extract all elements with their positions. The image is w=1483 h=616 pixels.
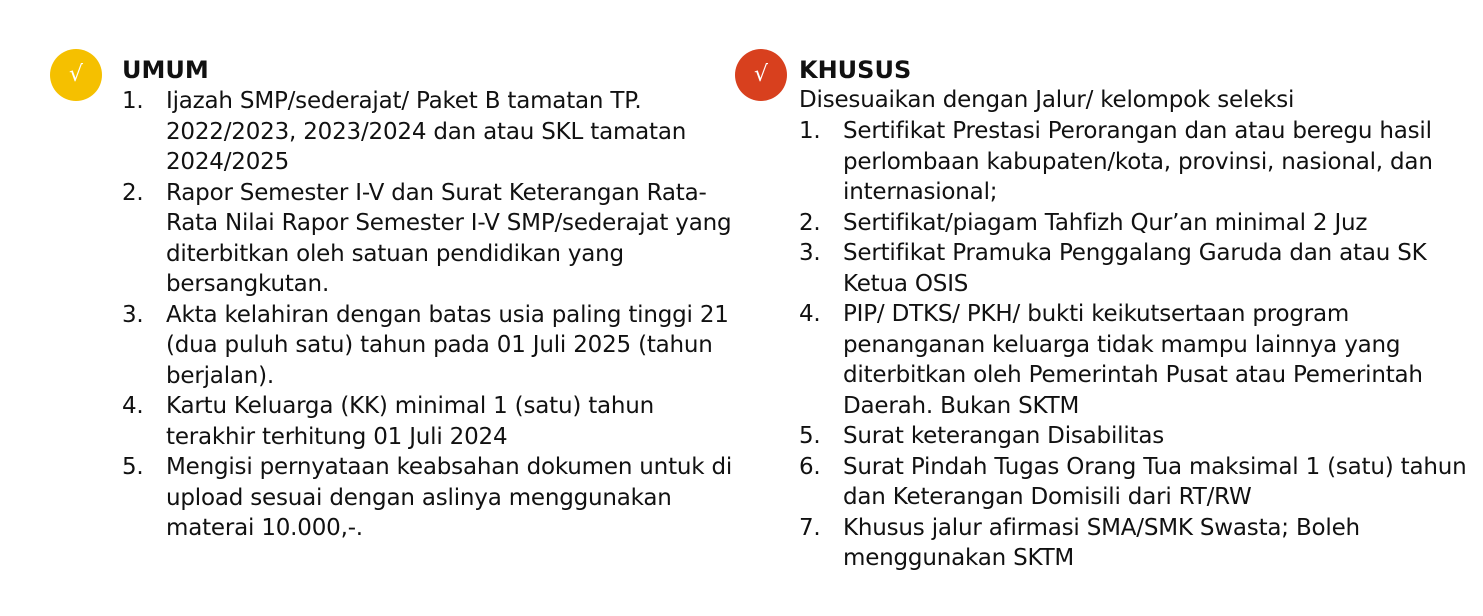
list-item <box>122 300 734 392</box>
item-number: 3. <box>799 240 821 266</box>
item-text: Khusus jalur afirmasi SMA/SMK Swasta; Boleh menggunakan SKTM <box>843 514 1360 571</box>
list-item <box>799 116 1483 208</box>
item-number: 2. <box>122 179 144 206</box>
list-item <box>799 421 1483 452</box>
item-number: 1. <box>122 88 144 114</box>
item-number: 4. <box>799 301 821 327</box>
list-item <box>122 86 734 178</box>
item-text: Ijazah SMP/sederajat/ Paket B tamatan TP. 2022/2023, 2023/2024 dan atau SKL tamatan 2024/2025 <box>166 88 687 175</box>
item-number: 1. <box>799 118 821 144</box>
list-item <box>799 452 1483 513</box>
list-item <box>122 391 734 452</box>
check-icon: √ <box>50 49 102 101</box>
item-text: Surat keterangan Disabilitas <box>843 423 1165 449</box>
item-number: 7. <box>799 514 821 541</box>
item-number: 5. <box>122 454 144 480</box>
list-item <box>799 208 1483 239</box>
item-text: Sertifikat Prestasi Perorangan dan atau beregu hasil perlombaan kabupaten/kota, provinsi, nasional, dan internasional; <box>843 118 1433 205</box>
list-item <box>122 178 734 300</box>
item-number: 2. <box>799 209 821 236</box>
item-text: Akta kelahiran dengan batas usia paling tinggi 21 (dua puluh satu) tahun pada 01 Juli 2025 (tahun berjalan). <box>166 301 729 389</box>
item-text: Kartu Keluarga (KK) minimal 1 (satu) tahun terakhir terhitung 01 Juli 2024 <box>166 393 655 450</box>
item-text: Sertifikat/piagam Tahfizh Qur’an minimal 2 Juz <box>843 209 1368 236</box>
item-number: 3. <box>122 301 144 328</box>
item-text: PIP/ DTKS/ PKH/ bukti keikutsertaan program penanganan keluarga tidak mampu lainnya yang diterbitkan oleh Pemerintah Pusat atau Pemerintah Daerah. Bukan SKTM <box>843 301 1423 419</box>
item-text: Sertifikat Pramuka Penggalang Garuda dan atau SK Ketua OSIS <box>843 240 1427 297</box>
khusus-subtitle: Disesuaikan dengan Jalur/ kelompok seleksi <box>799 87 1295 113</box>
check-icon: √ <box>735 49 787 101</box>
item-text: Mengisi pernyataan keabsahan dokumen untuk di upload sesuai dengan aslinya menggunakan materai 10.000,-. <box>166 454 733 541</box>
item-number: 6. <box>799 453 821 480</box>
khusus-requirements-list <box>799 116 1483 574</box>
item-number: 5. <box>799 423 821 449</box>
item-text: Surat Pindah Tugas Orang Tua maksimal 1 (satu) tahun dan Keterangan Domisili dari RT/RW <box>843 453 1467 510</box>
umum-requirements-list <box>122 86 734 544</box>
list-item <box>799 299 1483 421</box>
list-item <box>799 513 1483 574</box>
umum-heading: UMUM <box>122 56 209 84</box>
khusus-heading: KHUSUS <box>799 56 912 84</box>
item-text: Rapor Semester I-V dan Surat Keterangan Rata-Rata Nilai Rapor Semester I-V SMP/sederajat yang diterbitkan oleh satuan pendidikan yang bersangkutan. <box>166 179 732 297</box>
list-item <box>799 238 1483 299</box>
item-number: 4. <box>122 393 144 419</box>
list-item <box>122 452 734 544</box>
